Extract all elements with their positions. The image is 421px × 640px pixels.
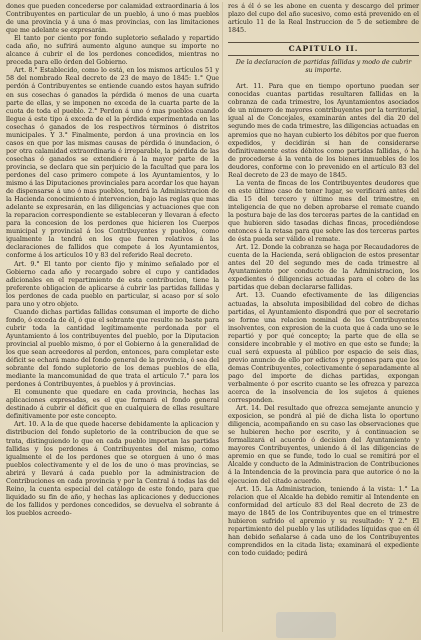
left-text-column xyxy=(6,2,219,517)
paragraph: res á él ó se les abone en cuenta y descargo del primer plazo del cupo del año sucesivo, como está prevenido en el artículo 11 de la Real Instruccion de 5 de setiembre de 1845. xyxy=(228,2,419,35)
column-divider xyxy=(222,2,223,632)
chapter-subtitle: De la declaracion de partidas fallidas y modo de cubrir su importe. xyxy=(235,58,412,75)
chapter-heading: CAPITULO II. xyxy=(228,42,419,56)
paragraph: Art. 15. La Administracion, teniendo á la vista: 1.° La relacion que el Alcalde ha debido remitir al Intendente en conformidad del artículo 83 del Real decreto de 23 de mayo de 1845 de los Contribuyentes que en el trimestre hubieron sufrido el apremio y su resultado: Y 2.° El repartimiento del pueblo y las utilidades líquidas que en él han debido señalarse á cada uno de los Contribuyentes comprendidos en la citada lista; examinará el expediente con todo cuidado; pedirá xyxy=(228,484,419,557)
paragraph: Art. 13. Cuando efectivamente de las diligencias actuadas, la absoluta imposibilidad del cobro de dichas partidas, el Ayuntamiento dispondrá que por el secretario se forme una relacion nominal de los Contribuyentes insolventes, con expresion de la cuota que á cada uno se le repartió y por qué concepto; la parte que de ella se considere incobrable y el motivo en que esto se funde; la cual será expuesta al público por espacio de seis dias, previo anuncio de ello por edictos y pregones para que los demas Contribuyentes, colectivamente ó separadamente al pago del importe de dichas partidas, expongan verbalmente ó por escrito cuanto se les ofrezca y parezca acerca de la insolvencia de los sujetos á quienes corresponden. xyxy=(228,291,419,405)
paragraph: El comunente que quedare en cada provincia, hechas las aplicaciones expresadas, es el que formará el fondo general destinado á cubrir el déficit que en cualquiera de ellas resultare definitivamente por este concepto. xyxy=(6,388,219,421)
paragraph: El tanto por ciento por fondo supletorio señalado y repartido cada año, no sufrirá aumento alguno aunque su importe no alcance á cubrir el de los perdones concedidos, mientras no preceda para ello órden del Gobierno. xyxy=(6,34,219,67)
paragraph: Art. 12. Donde la cobranza se haga por Recaudadores de cuenta de la Hacienda, será obligacion de estos presentar antes del 20 del segundo mes de cada trimestre al Ayuntamiento por conducto de la Administracion, los expedientes ó diligencias actuadas para el cobro de las partidas que deban declararse fallidas. xyxy=(228,243,419,292)
paragraph: Art. 9.° El tanto por ciento fijo y mínimo señalado por el Gobierno cada año y recargado sobre el cupo y cantidades adicionales en el repartimiento de esta contribucion, tiene la preferente obligacion de aplicarse á cubrir las partidas fallidas y los perdones de cada pueblo en particular, si acaso por sí solo para uno y otro objeto. xyxy=(6,259,219,308)
paragraph: La venta de fincas de los Contribuyentes deudores que en este último caso de tener lugar, se verificará antes del dia 15 del tercero y último mes del trimestre, en inteligencia de que no deben aprobarse el remate cuando la postura baje de las dos terceras partes de la cantidad en que hubieren sido tasadas dichas fincas, procediéndose entonces á la retasa para que sobre las dos terceras partes de ésta pueda ser válido el remate. xyxy=(228,178,419,244)
library-stamp-mark xyxy=(276,612,336,638)
paragraph: Art. 8.° Establecido, como lo está, en los mismos artículos 51 y 58 del nombrado Real decreto de 23 de mayo de 1845: 1.° Que perdón á Contribuyentes se entiende cuando estos hayan sufrido en sus cosechas ó ganados la pérdida ó menos de una cuarta parte de ellas, y se imponen no exceda de la cuarta parte de la cuota de toda el pueblo. 2.° Perdon á uno ó mas pueblos cuando llegue á este tipo á exceda de el la pérdida experimentada en las cosechas ó ganados de los respectivos términos ó distritos municipales. Y 3.° Finalmente, perdon á una provincia en los casos en que por las mismas causas de pérdida ó inundacion, ó por otra calamidad extraordinaria é irreparable, la pérdida de las cosechas ó ganados se extendiere á la mayor parte de la provincia, se declara que sin perjuicio de la facultad que para los perdones del caso primero compete á los Ayuntamientos, y lo mismo á las Diputaciones provinciales para acordar los que hayan de dispensarse á uno ó mas pueblos, tendrá la Administracion de la Hacienda conocimiento é intervencion, bajo las reglas que mas adelante se expresarán, en las diligencias y actuaciones que con la reparacion correspondiente se estableceran y llevaran á efecto para la concesion de los perdones que hicieren los Cuerpos municipal y provincial á los Contribuyentes y pueblos, como igualmente la tendrá en los que fueren relativos á las declaraciones de fallidos que compete á los Ayuntamientos, conforme á los artículos 10 y 83 del referido Real decreto. xyxy=(6,66,219,260)
paragraph: Art. 14. Del resultado que ofrezca semejante anuncio y exposicion, se pondrá al pié de dicha lista lo oportuno diligencia, acompañando en su caso las observaciones que se hubieren hecho por escrito, y á continuacion se formalizará el acuerdo ó decision del Ayuntamiento y mayores Contribuyentes, uniendo á él las diligencias de apremio en que se funde, todo lo cual se remitirá por el Alcalde y conducto de la Administracion de Contribuciones á la Intendencia de la provincia para que autorice ó no la ejecucion del citado acuerdo. xyxy=(228,404,419,485)
paragraph: Cuando dichas partidas fallidas consuman el importe de dicho fondo, ó exceda de él, ó que el sobrante que resulte no baste para cubrir toda la cantidad legítimamente perdonada por el Ayuntamiento á los contribuyentes del pueblo, por la Diputacion provincial al pueblo mismo, ó por el Gobierno á la generalidad de los que sean acreedores al perdon, entonces, para completar este déficit se echará mano del fondo general de la provincia, ó sea del sobrante del fondo supletorio de los demas pueblos de ella, mediante la mancomunidad de que trata el artículo 7.° para los perdones á Contribuyentes, á pueblos y á provincias. xyxy=(6,307,219,389)
paragraph: Art. 10. A la de que quede hacerse debidamente la aplicacion y distribucion del fondo supletorio de la contribucion de que se trata, distinguiendo lo que en cada pueblo importan las partidas fallidas y los perdones á Contribuyentes del mismo, como igualmente el de los perdones que se otorguen á uno ó mas pueblos colectivamente y el de los de uno ó mas provincias, se abrirá y llevará á cada pueblo por la administracion de Contribuciones en cada provincia y por la Central á todas las del Reino, la cuenta especial del catálogo de este fondo, para que liquidado su fin de año, y hechas las aplicaciones y deducciones de los fallidos y perdones concedidos, se devuelva el sobrante á los pueblos acreedo- xyxy=(6,420,219,517)
right-text-column xyxy=(228,2,419,557)
paragraph: Art. 11. Para que en tiempo oportuno puedan ser conocidas cuantas partidas resultaren fallidas en la cobranza de cada trimestre, los Ayuntamientos asociados de un número de mayores contribuyentes por la territorial, igual al de Concejales, examinarán antes del dia 20 del segundo mes de cada trimestre, las diligencias actuadas en apremios que no hayan cubierto los débitos por que fueron expedidos, y decidirán si han de considerarse definitivamente estos débitos como partidas fallidas, ó ha de procederse á la venta de los bienes inmuebles de los deudores, conforme con lo prevenido en el artículo 83 del Real decreto de 23 de mayo de 1845. xyxy=(228,82,419,179)
paragraph: dones que pueden concederse por calamidad extraordinaria á los Contribuyentes en particular de un pueblo, á uno ó mas pueblos de una provincia y á una ó mas provincias, con las limitaciones que me adelante se expresarán. xyxy=(6,2,219,35)
